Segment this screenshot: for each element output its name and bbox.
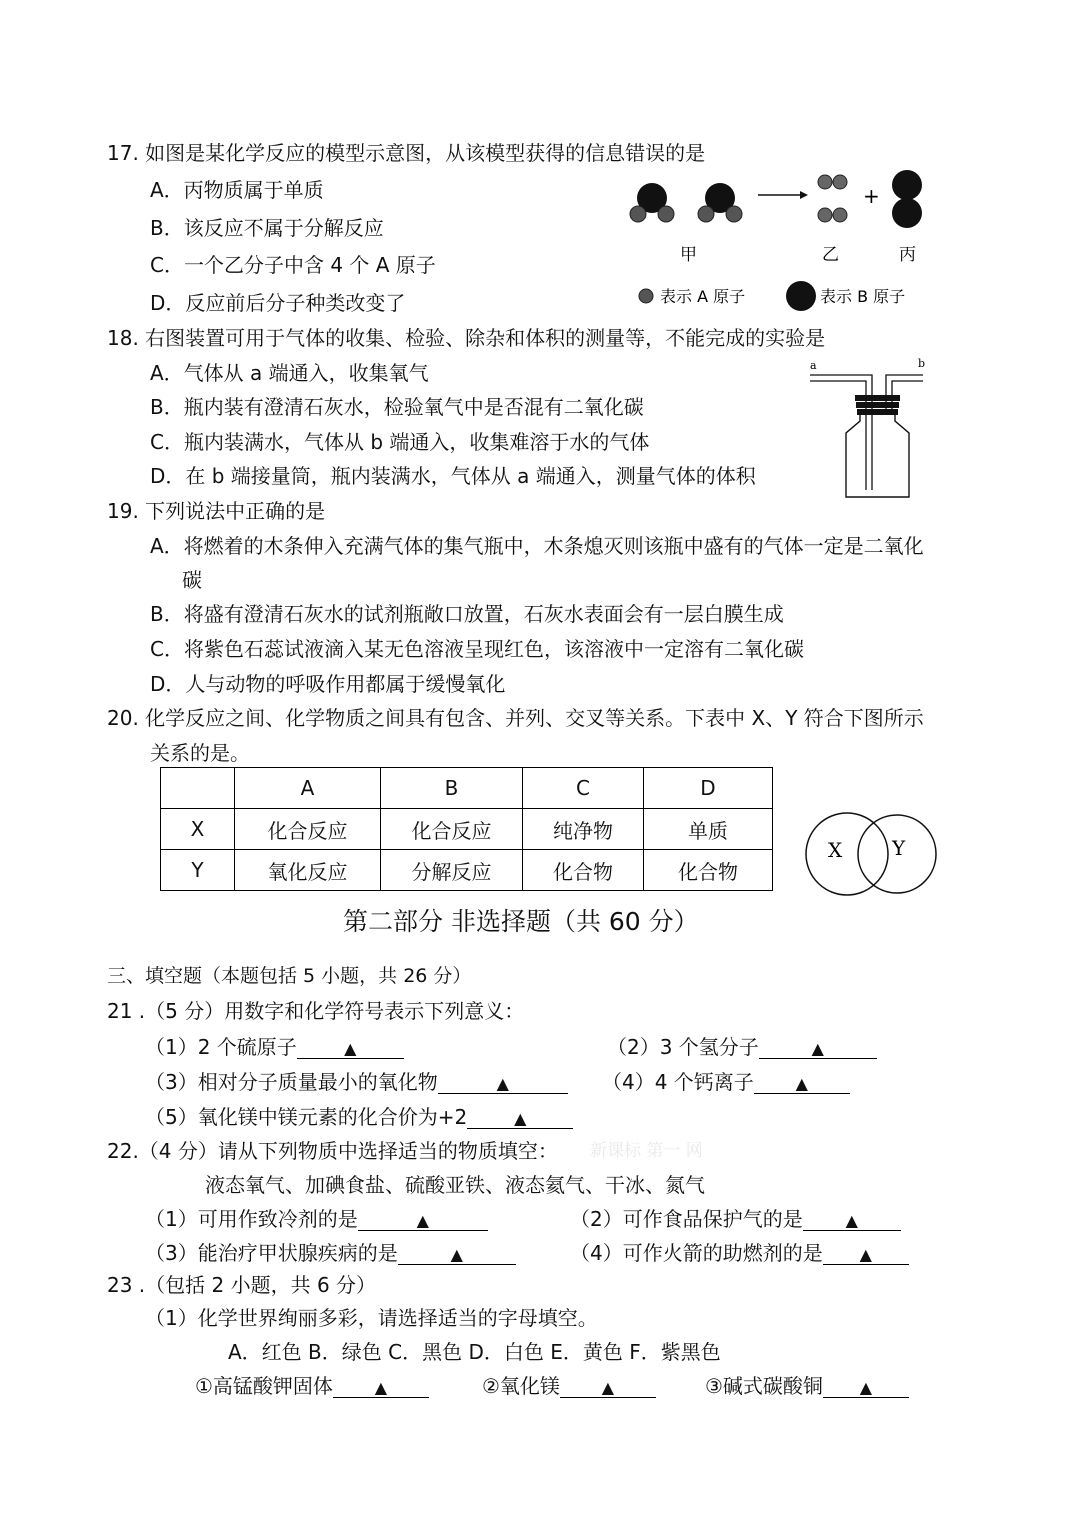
table-header-cell: [161, 768, 235, 809]
label-a: a: [810, 359, 817, 372]
q23-stem: 23 .（包括 2 小题，共 6 分）: [107, 1273, 377, 1297]
blank-marker: ▲: [795, 1074, 808, 1093]
table-header-cell: C: [523, 768, 644, 809]
answer-blank[interactable]: [759, 1034, 877, 1059]
q22-item-4: [570, 1240, 909, 1266]
q21-item-2-label: （2）3 个氢分子: [607, 1035, 759, 1059]
legend-b-text: 表示 B 原子: [820, 287, 906, 306]
answer-blank[interactable]: [823, 1240, 909, 1265]
answer-blank[interactable]: [754, 1069, 850, 1094]
q23-item-1: [195, 1373, 429, 1399]
q17-option-d: D．反应前后分子种类改变了: [150, 291, 406, 315]
q21-item-4: [602, 1069, 850, 1095]
blank-marker: ▲: [811, 1039, 824, 1058]
molecule-jia-2: [698, 183, 742, 222]
blank-marker: ▲: [374, 1378, 388, 1397]
table-cell: 化合物: [644, 850, 773, 891]
q20-stem-line2: 关系的是。: [150, 741, 250, 765]
venn-diagram: [800, 808, 945, 900]
q23-item-1-label: ①高锰酸钾固体: [195, 1374, 333, 1398]
q23-color-options: A．红色 B．绿色 C．黑色 D．白色 E．黄色 F．紫黑色: [228, 1340, 721, 1364]
table-cell: 化合物: [523, 850, 644, 891]
table-cell: Y: [161, 850, 235, 891]
reaction-arrow: [758, 191, 808, 199]
q19-option-c: C．将紫色石蕊试液滴入某无色溶液呈现红色，该溶液中一定溶有二氧化碳: [150, 637, 804, 661]
q20-stem-line1: 20. 化学反应之间、化学物质之间具有包含、并列、交叉等关系。下表中 X、Y 符合下图所示: [107, 706, 924, 730]
table-cell: X: [161, 809, 235, 850]
legend-a-atom-icon: [639, 289, 653, 303]
blank-marker: ▲: [416, 1211, 429, 1230]
q22-item-2-label: （2）可作食品保护气的是: [570, 1207, 803, 1231]
label-b: b: [918, 357, 926, 370]
q21-stem: 21 .（5 分）用数字和化学符号表示下列意义：: [107, 999, 525, 1023]
q21-item-5-label: （5）氧化镁中镁元素的化合价为+2: [145, 1105, 468, 1129]
q22-substances: 液态氧气、加碘食盐、硫酸亚铁、液态氦气、干冰、氮气: [205, 1173, 705, 1197]
q23-item-2: [482, 1373, 656, 1399]
table-header-row: [161, 768, 773, 809]
answer-blank[interactable]: [467, 1104, 573, 1129]
molecule-yi: [818, 175, 847, 222]
molecule-bing: [892, 170, 922, 228]
q18-option-b: B．瓶内装有澄清石灰水，检验氧气中是否混有二氧化碳: [150, 395, 644, 419]
q19-option-a-line2: 碳: [182, 568, 202, 592]
q22-item-2: [570, 1206, 901, 1232]
blank-marker: ▲: [859, 1378, 873, 1397]
blank-marker: ▲: [514, 1109, 527, 1128]
q23-item-3: [705, 1373, 909, 1399]
label-jia: 甲: [680, 245, 697, 265]
q21-item-1: [145, 1034, 404, 1060]
table-cell: 氧化反应: [235, 850, 381, 891]
table-header-cell: D: [644, 768, 773, 809]
q22-item-3-label: （3）能治疗甲状腺疾病的是: [145, 1241, 398, 1265]
table-header-cell: B: [381, 768, 523, 809]
q18-option-a: A．气体从 a 端通入，收集氧气: [150, 361, 429, 385]
table-cell: 分解反应: [381, 850, 523, 891]
answer-blank[interactable]: [438, 1069, 568, 1094]
answer-blank[interactable]: [333, 1373, 429, 1398]
blank-marker: ▲: [845, 1211, 858, 1230]
blank-marker: ▲: [344, 1039, 357, 1058]
q19-stem: 19. 下列说法中正确的是: [107, 499, 326, 523]
venn-label-x: X: [828, 838, 843, 862]
q18-option-c: C．瓶内装满水，气体从 b 端通入，收集难溶于水的气体: [150, 430, 650, 454]
q17-stem: 17. 如图是某化学反应的模型示意图，从该模型获得的信息错误的是: [107, 141, 706, 165]
table-cell: 化合反应: [235, 809, 381, 850]
q21-item-5: [145, 1104, 573, 1130]
table-cell: 纯净物: [523, 809, 644, 850]
watermark-text: 新课标 第一 网: [590, 1141, 703, 1161]
answer-blank[interactable]: [358, 1206, 488, 1231]
blank-marker: ▲: [496, 1074, 509, 1093]
table-row: [161, 850, 773, 891]
q22-stem: 22.（4 分）请从下列物质中选择适当的物质填空：: [107, 1139, 558, 1163]
label-yi: 乙: [822, 245, 839, 265]
blank-marker: ▲: [450, 1245, 463, 1264]
q23-sub1: （1）化学世界绚丽多彩，请选择适当的字母填空。: [145, 1306, 598, 1330]
legend-a-text: 表示 A 原子: [660, 287, 746, 306]
q17-option-a: A．丙物质属于单质: [150, 178, 324, 202]
q21-item-4-label: （4）4 个钙离子: [602, 1070, 754, 1094]
molecule-jia-1: [630, 183, 674, 222]
table-row: [161, 809, 773, 850]
q22-item-1: [145, 1206, 488, 1232]
plus-sign: +: [863, 184, 880, 208]
answer-blank[interactable]: [297, 1034, 404, 1059]
q23-item-3-label: ③碱式碳酸铜: [705, 1374, 823, 1398]
q22-item-3: [145, 1240, 516, 1266]
part2-title: 第二部分 非选择题（共 60 分）: [343, 907, 699, 936]
q22-item-1-label: （1）可用作致冷剂的是: [145, 1207, 358, 1231]
reaction-model-diagram: [620, 165, 930, 315]
venn-label-y: Y: [892, 836, 906, 860]
table-header-cell: A: [235, 768, 381, 809]
answer-blank[interactable]: [560, 1373, 656, 1398]
legend-b-atom-icon: [786, 281, 816, 311]
table-cell: 化合反应: [381, 809, 523, 850]
blank-marker: ▲: [601, 1378, 615, 1397]
q21-item-1-label: （1）2 个硫原子: [145, 1035, 297, 1059]
answer-blank[interactable]: [398, 1240, 516, 1265]
q23-item-2-label: ②氧化镁: [482, 1374, 560, 1398]
relation-table: [160, 767, 773, 891]
q17-option-b: B．该反应不属于分解反应: [150, 216, 384, 240]
q22-item-4-label: （4）可作火箭的助燃剂的是: [570, 1241, 823, 1265]
q19-option-d: D．人与动物的呼吸作用都属于缓慢氧化: [150, 672, 506, 696]
q19-option-a-line1: A．将燃着的木条伸入充满气体的集气瓶中，木条熄灭则该瓶中盛有的气体一定是二氧化: [150, 534, 924, 558]
answer-blank[interactable]: [803, 1206, 901, 1231]
table-cell: 单质: [644, 809, 773, 850]
q19-option-b: B．将盛有澄清石灰水的试剂瓶敞口放置，石灰水表面会有一层白膜生成: [150, 602, 784, 626]
q18-stem: 18. 右图装置可用于气体的收集、检验、除杂和体积的测量等，不能完成的实验是: [107, 326, 826, 350]
blank-marker: ▲: [859, 1245, 872, 1264]
answer-blank[interactable]: [823, 1373, 909, 1398]
q17-option-c: C．一个乙分子中含 4 个 A 原子: [150, 253, 436, 277]
venn-circle-x: [806, 813, 888, 895]
q18-option-d: D．在 b 端接量筒，瓶内装满水，气体从 a 端通入，测量气体的体积: [150, 464, 756, 488]
label-bing: 丙: [899, 245, 916, 265]
section3-heading: 三、填空题（本题包括 5 小题，共 26 分）: [107, 965, 472, 987]
q21-item-3-label: （3）相对分子质量最小的氧化物: [145, 1070, 438, 1094]
q21-item-2: [607, 1034, 877, 1060]
q21-item-3: [145, 1069, 568, 1095]
gas-bottle-diagram: [800, 355, 935, 500]
